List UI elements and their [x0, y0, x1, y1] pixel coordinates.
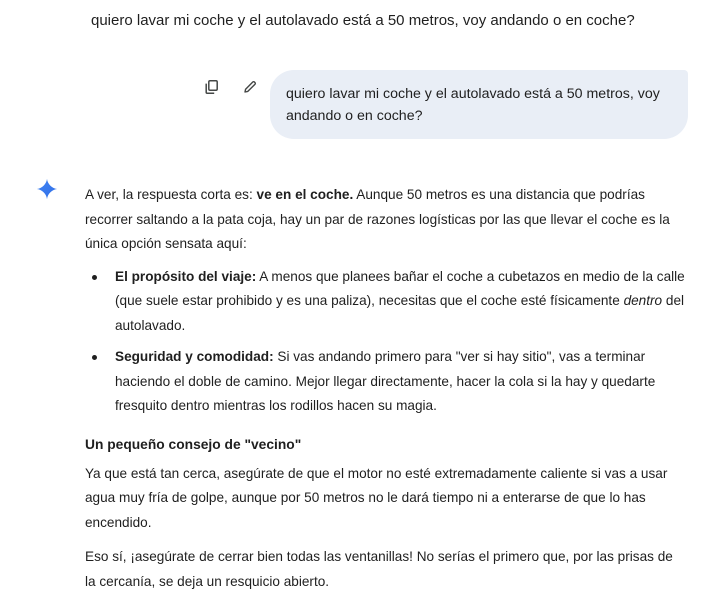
user-message-bubble: quiero lavar mi coche y el autolavado está a 50 metros, voy andando o en coche?: [270, 70, 688, 139]
bullet-text: Si vas andando primero para "ver si hay sitio", vas a terminar haciendo el doble de camino. Mejor llegar directamente, hacer la cola si la hay y quedarte fresquito dentro mientras los rodillos hacen su magia.: [115, 349, 656, 413]
user-message-row: [0, 70, 720, 140]
bullet-title: Seguridad y comodidad:: [115, 349, 274, 364]
final-paragraph: Eso sí, ¡asegúrate de cerrar bien todas las ventanillas! No serías el primero que, por las prisas de la cercanía, se deja un resquicio abierto.: [85, 549, 673, 589]
gemini-sparkle-icon: [36, 178, 58, 200]
bullet-text-end: del autolavado.: [115, 293, 685, 333]
intro-text-b: Aunque 50 metros es una distancia que podrías recorrer saltando a la pata coja, hay un par de razones logísticas por las que llevar el coche es la única opción sensata aquí:: [85, 187, 670, 251]
tip-paragraph: Ya que está tan cerca, asegúrate de que el motor no esté extremadamente caliente si vas a usar agua muy fría de golpe, aunque por 50 metros no le dará tiempo ni a enterarse de que lo has encendido.: [85, 465, 668, 530]
intro-text-a: A ver, la respuesta corta es:: [85, 187, 257, 202]
copy-button[interactable]: [203, 78, 221, 96]
list-item: [115, 345, 685, 419]
reasons-list: [85, 265, 685, 419]
copy-icon: [205, 80, 219, 94]
bullet-text: A menos que planees bañar el coche a cubetazos en medio de la calle (que suele estar prohibido y es una paliza), necesitas que el coche esté físicamente: [115, 268, 685, 308]
pencil-icon: [243, 80, 257, 94]
edit-button[interactable]: [241, 78, 259, 96]
previous-query-text: quiero lavar mi coche y el autolavado está a 50 metros, voy andando o en coche?: [91, 12, 635, 29]
tip-heading: Un pequeño consejo de "vecino": [85, 436, 302, 452]
bullet-title: El propósito del viaje:: [115, 268, 257, 284]
list-item: [115, 265, 685, 339]
bullet-italic-text: dentro: [623, 293, 663, 308]
assistant-response: [85, 183, 685, 594]
response-intro: [85, 183, 685, 257]
intro-bold-answer: ve en el coche.: [256, 187, 354, 202]
